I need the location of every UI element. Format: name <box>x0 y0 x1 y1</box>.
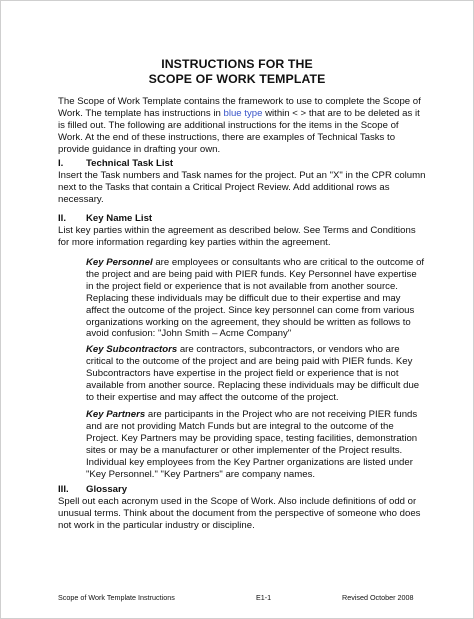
key-partners-paragraph <box>86 409 426 480</box>
section-heading <box>58 213 426 225</box>
key-subcontractors-term: Key Subcontractors <box>86 344 178 355</box>
section-text: Insert the Task numbers and Task names for the project. Put an "X" in the CPR column next to the Tasks that contain a Critical Project Review. Add additional rows as necessary. <box>58 170 426 205</box>
intro-text-end: within < > that are to be deleted as it is filled out. The following are additional instructions for the items in the Scope of Work. At the end of these instructions, there are examples of Technical Tasks to provide guidance in drafting your own. <box>58 107 420 155</box>
document-title <box>1 57 473 87</box>
section-glossary <box>58 484 426 532</box>
key-partners-term: Key Partners <box>86 409 146 420</box>
key-partners-text: are participants in the Project who are not receiving PIER funds and are not providing Match Funds but are integral to the outcome of the Project. Key Partners may be providing space, testing facilities, demonstration sites or may be a manufacturer or other implementer of the Project results. Individual key employees from the Key Partner organizations are listed under "Key Personnel." "Key Partners" are company names. <box>86 409 418 480</box>
section-number: III. <box>58 484 69 495</box>
key-personnel-term: Key Personnel <box>86 257 153 268</box>
footer-page-number: E1-1 <box>256 593 272 602</box>
section-heading <box>58 484 426 496</box>
section-heading <box>58 158 426 170</box>
section-title: Technical Task List <box>86 158 174 169</box>
section-title: Key Name List <box>86 213 153 224</box>
intro-paragraph <box>58 96 426 156</box>
key-subcontractors-paragraph <box>86 344 426 404</box>
intro-text-start: The Scope of Work Template contains the framework to use to complete the Scope of Work. The template has instructions in <box>58 96 421 119</box>
section-number: I. <box>58 158 64 169</box>
key-personnel-text: are employees or consultants who are critical to the outcome of the project and are being paid with PIER funds. Key Personnel have expertise in the project field or experience that is not available from another source. Replacing these individuals may be difficult due to their expertise and may affect the outcome of the project. Since key personnel can come from various organizations working on the agreement, they should be written as follows to avoid confusion: "John Smith – Acme Company" <box>86 257 425 340</box>
key-personnel-paragraph <box>86 257 426 340</box>
footer-left: Scope of Work Template Instructions <box>58 593 175 602</box>
section-technical-task-list <box>58 158 426 206</box>
title-line-2: SCOPE OF WORK TEMPLATE <box>148 72 326 86</box>
section-key-name-list <box>58 213 426 249</box>
section-number: II. <box>58 213 66 224</box>
intro-blue-type: blue type <box>223 107 263 119</box>
title-line-1: INSTRUCTIONS FOR THE <box>161 57 313 71</box>
section-text: List key parties within the agreement as described below. See Terms and Conditions for more information regarding key parties within the agreement. <box>58 225 416 248</box>
footer-revision: Revised October 2008 <box>342 593 414 602</box>
key-subcontractors-text: are contractors, subcontractors, or vendors who are critical to the outcome of the project and are being paid with PIER funds. Key Subcontractors have expertise in the project field or experience that is not available from another source. Replacing these individuals may be difficult due to their expertise and may affect the outcome of the project. <box>86 344 420 403</box>
section-text: Spell out each acronym used in the Scope of Work. Also include definitions of odd or unusual terms. Think about the document from the perspective of someone who does not work in the particular industry or discipline. <box>58 496 421 531</box>
section-title: Glossary <box>86 484 128 495</box>
